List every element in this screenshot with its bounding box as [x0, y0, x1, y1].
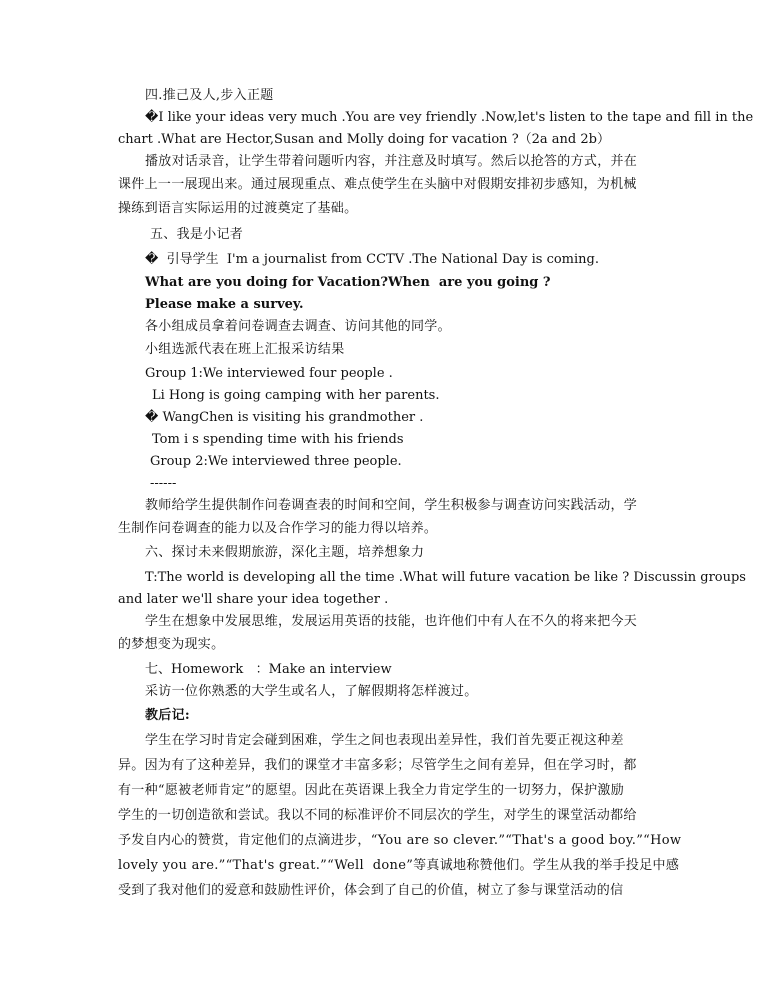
section-heading-6: 六、探讨未来假期旅游，深化主题，培养想象力: [145, 545, 425, 560]
bold-instruction-line: Please make a survey.: [145, 297, 304, 312]
paragraph-line: 学生在想象中发展思维，发展运用英语的技能，也许他们中有人在不久的将来把今天: [145, 614, 638, 629]
paragraph-line: chart .What are Hector,Susan and Molly doing for vacation ?（2a and 2b）: [118, 132, 610, 147]
paragraph-line: 采访一位你熟悉的大学生或名人，了解假期将怎样渡过。: [145, 684, 478, 699]
paragraph-line: 生制作问卷调查的能力以及合作学习的能力得以培养。: [118, 521, 438, 536]
paragraph-line: 有一种“愿被老师肯定”的愿望。因此在英语课上我全力肯定学生的一切努力，保护激励: [118, 783, 624, 798]
survey-group-1: Group 1:We interviewed four people .: [145, 366, 393, 381]
paragraph-line: 小组选派代表在班上汇报采访结果: [145, 342, 345, 357]
paragraph-line: 的梦想变为现实。: [118, 637, 225, 652]
paragraph-line: 受到了我对他们的爱意和鼓励性评价，体会到了自己的价值，树立了参与课堂活动的信: [118, 883, 624, 898]
paragraph-line: 予发自内心的赞赏，肯定他们的点滴进步，“You are so clever.”“That's a good boy.”“How: [118, 833, 682, 848]
section-heading-5: 五、我是小记者: [150, 227, 244, 242]
paragraph-line: lovely you are.”“That's great.”“Well done”等真诚地称赞他们。学生从我的举手投足中感: [118, 858, 680, 873]
paragraph-line: and later we'll share your idea together .: [118, 592, 389, 607]
bold-question-line: What are you doing for Vacation?When are you going ?: [145, 275, 551, 290]
reflection-heading: 教后记:: [145, 708, 190, 723]
paragraph-line: 学生的一切创造欲和尝试。我以不同的标准评价不同层次的学生，对学生的课堂活动都给: [118, 808, 637, 823]
paragraph-line: T:The world is developing all the time .What will future vacation be like ? Discussin groups: [145, 570, 746, 585]
paragraph-line: 异。因为有了这种差异，我们的课堂才丰富多彩；尽管学生之间有差异，但在学习时，都: [118, 758, 637, 773]
survey-result-line: � WangChen is visiting his grandmother .: [145, 410, 424, 425]
paragraph-line: 播放对话录音，让学生带着问题听内容，并注意及时填写。然后以抢答的方式，并在: [145, 154, 638, 169]
dash-separator: ------: [150, 476, 177, 491]
survey-group-2: Group 2:We interviewed three people.: [150, 454, 402, 469]
section-heading-4: 四.推己及人,步入正题: [145, 88, 274, 103]
section-heading-7: 七、Homework ：Make an interview: [145, 662, 392, 677]
paragraph-line: 教师给学生提供制作问卷调查表的时间和空间，学生积极参与调查访问实践活动，学: [145, 498, 638, 513]
paragraph-line: 课件上一一展现出来。通过展现重点、难点使学生在头脑中对假期安排初步感知，为机械: [118, 177, 637, 192]
paragraph-line: � 引导学生 I'm a journalist from CCTV .The National Day is coming.: [145, 252, 599, 267]
paragraph-line: 学生在学习时肯定会碰到困难，学生之间也表现出差异性，我们首先要正视这种差: [145, 733, 624, 748]
paragraph-line: 操练到语言实际运用的过渡奠定了基础。: [118, 201, 358, 216]
paragraph-line: �I like your ideas very much .You are vey friendly .Now,let's listen to the tape and fill in the: [145, 110, 754, 125]
survey-result-line: Li Hong is going camping with her parents.: [152, 388, 440, 403]
paragraph-line: 各小组成员拿着问卷调查去调查、访问其他的同学。: [145, 319, 451, 334]
survey-result-line: Tom i s spending time with his friends: [152, 432, 404, 447]
